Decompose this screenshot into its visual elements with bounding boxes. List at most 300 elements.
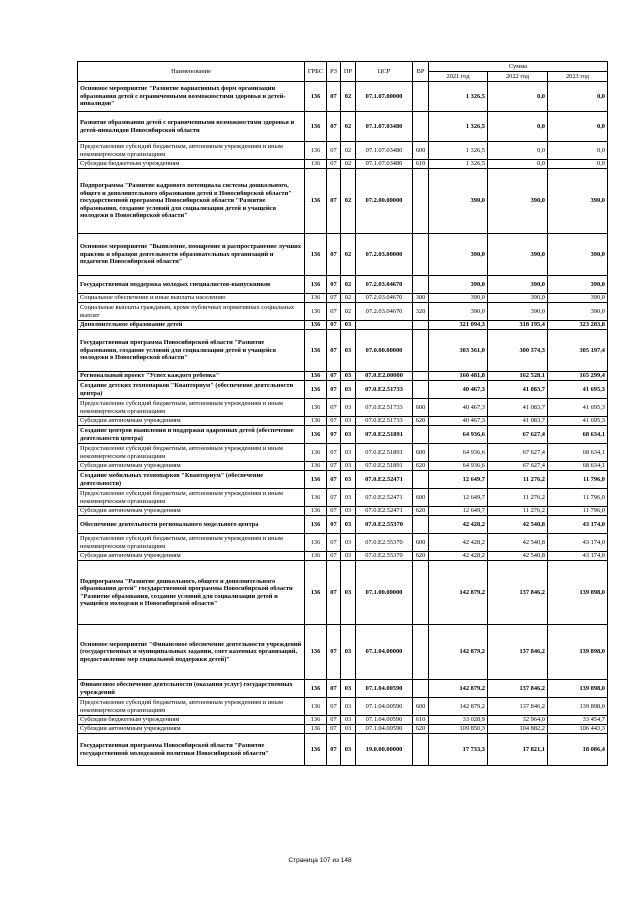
- cell-vr: [413, 734, 429, 766]
- cell-vr: 620: [413, 725, 429, 734]
- cell-2021: 1 326,5: [429, 112, 488, 142]
- cell-vr: [413, 561, 429, 625]
- table-row: [78, 112, 608, 142]
- cell-csr: 07.0.E2.51733: [356, 399, 413, 417]
- cell-pr: 03: [341, 381, 356, 399]
- cell-name: Субсидии бюджетным учреждениям: [78, 160, 305, 169]
- cell-grbs: 136: [305, 552, 327, 561]
- cell-pr: 03: [341, 462, 356, 471]
- cell-2022: 137 846,2: [488, 698, 548, 716]
- cell-name: Создание мобильных технопарков "Кванториум" (обеспечение деятельности): [78, 471, 305, 489]
- cell-rz: 07: [327, 698, 341, 716]
- cell-rz: 07: [327, 471, 341, 489]
- cell-csr: 07.0.E2.51733: [356, 417, 413, 426]
- cell-grbs: 136: [305, 725, 327, 734]
- cell-rz: 07: [327, 294, 341, 303]
- cell-grbs: 136: [305, 160, 327, 169]
- cell-2022: 11 276,2: [488, 471, 548, 489]
- table-row: [78, 725, 608, 734]
- cell-2023: 11 796,0: [548, 507, 608, 516]
- cell-rz: 07: [327, 516, 341, 534]
- cell-pr: 02: [341, 142, 356, 160]
- cell-pr: 02: [341, 169, 356, 234]
- cell-grbs: 136: [305, 561, 327, 625]
- cell-2022: 390,0: [488, 234, 548, 276]
- table-row: [78, 160, 608, 169]
- cell-rz: 07: [327, 552, 341, 561]
- table-row: [78, 417, 608, 426]
- cell-2021: 40 467,3: [429, 399, 488, 417]
- cell-2023: 43 174,0: [548, 552, 608, 561]
- cell-csr: 07.0.E2.55370: [356, 516, 413, 534]
- cell-grbs: 136: [305, 698, 327, 716]
- cell-rz: 07: [327, 489, 341, 507]
- cell-csr: 07.0.E2.55370: [356, 552, 413, 561]
- header-name: Наименование: [78, 62, 305, 82]
- cell-2022: 137 846,2: [488, 625, 548, 680]
- cell-vr: 620: [413, 507, 429, 516]
- cell-pr: 03: [341, 680, 356, 698]
- cell-2022: 11 276,2: [488, 507, 548, 516]
- cell-pr: 03: [341, 734, 356, 766]
- cell-name: Создание центров выявления и поддержки одаренных детей (обеспечение деятельности центра): [78, 426, 305, 444]
- cell-2023: 68 634,1: [548, 462, 608, 471]
- cell-2023: 41 695,3: [548, 417, 608, 426]
- table-row: [78, 82, 608, 112]
- cell-2021: 42 428,2: [429, 552, 488, 561]
- cell-csr: 07.1.07.00000: [356, 82, 413, 112]
- cell-vr: [413, 234, 429, 276]
- cell-name: Государственная поддержка молодых специалистов-выпускников: [78, 276, 305, 294]
- cell-rz: 07: [327, 321, 341, 330]
- header-csr: ЦСР: [356, 62, 413, 82]
- cell-name: Субсидии автономным учреждениям: [78, 507, 305, 516]
- table-row: [78, 234, 608, 276]
- cell-2022: 32 964,0: [488, 716, 548, 725]
- cell-pr: 03: [341, 471, 356, 489]
- cell-vr: 610: [413, 716, 429, 725]
- cell-grbs: 136: [305, 82, 327, 112]
- table-row: [78, 142, 608, 160]
- cell-2022: 41 083,7: [488, 381, 548, 399]
- table-row: [78, 552, 608, 561]
- cell-2021: 40 467,3: [429, 381, 488, 399]
- cell-vr: 610: [413, 160, 429, 169]
- cell-pr: 03: [341, 489, 356, 507]
- cell-rz: 07: [327, 234, 341, 276]
- cell-2022: 11 276,2: [488, 489, 548, 507]
- cell-2023: 139 898,0: [548, 698, 608, 716]
- table-row: [78, 534, 608, 552]
- cell-csr: 07.1.04.00590: [356, 698, 413, 716]
- cell-2023: 18 086,4: [548, 734, 608, 766]
- cell-csr: 07.1.00.00000: [356, 561, 413, 625]
- cell-name: Субсидии автономным учреждениям: [78, 552, 305, 561]
- cell-rz: 07: [327, 444, 341, 462]
- cell-2022: 67 627,4: [488, 462, 548, 471]
- cell-csr: 07.0.00.00000: [356, 330, 413, 372]
- cell-name: Предоставление субсидий бюджетным, автономным учреждениям и иным некоммерческим организациям: [78, 399, 305, 417]
- cell-2023: 33 454,7: [548, 716, 608, 725]
- cell-pr: 03: [341, 725, 356, 734]
- cell-grbs: 136: [305, 381, 327, 399]
- cell-rz: 07: [327, 160, 341, 169]
- cell-grbs: 136: [305, 507, 327, 516]
- cell-2022: 390,0: [488, 303, 548, 321]
- cell-name: Обеспечение деятельности регионального модельного центра: [78, 516, 305, 534]
- header-year-2021: 2021 год: [429, 72, 488, 82]
- cell-grbs: 136: [305, 417, 327, 426]
- cell-2022: 67 627,4: [488, 444, 548, 462]
- cell-rz: 07: [327, 561, 341, 625]
- cell-grbs: 136: [305, 516, 327, 534]
- cell-vr: [413, 372, 429, 381]
- cell-csr: 07.2.03.04670: [356, 276, 413, 294]
- cell-csr: 07.0.E2.52471: [356, 471, 413, 489]
- cell-2021: 42 428,2: [429, 534, 488, 552]
- header-year-2022: 2022 год: [488, 72, 548, 82]
- cell-2023: 390,0: [548, 303, 608, 321]
- cell-vr: [413, 381, 429, 399]
- table-row: [78, 426, 608, 444]
- cell-2023: 139 898,0: [548, 561, 608, 625]
- cell-vr: [413, 426, 429, 444]
- cell-2023: 41 695,3: [548, 381, 608, 399]
- cell-rz: 07: [327, 303, 341, 321]
- cell-vr: 600: [413, 142, 429, 160]
- table-row: [78, 381, 608, 399]
- cell-pr: 02: [341, 82, 356, 112]
- cell-vr: [413, 516, 429, 534]
- cell-2022: 67 627,4: [488, 426, 548, 444]
- header-pr: ПР: [341, 62, 356, 82]
- table-row: [78, 471, 608, 489]
- cell-2023: 11 796,0: [548, 471, 608, 489]
- cell-vr: [413, 471, 429, 489]
- cell-vr: [413, 276, 429, 294]
- cell-vr: [413, 680, 429, 698]
- cell-rz: 07: [327, 417, 341, 426]
- cell-2021: 321 094,3: [429, 321, 488, 330]
- cell-grbs: 136: [305, 534, 327, 552]
- cell-csr: 07.0.E2.51891: [356, 444, 413, 462]
- cell-2021: 64 936,6: [429, 444, 488, 462]
- cell-rz: 07: [327, 507, 341, 516]
- cell-vr: 600: [413, 444, 429, 462]
- cell-2021: 42 428,2: [429, 516, 488, 534]
- header-sum: Сумма: [429, 62, 608, 72]
- cell-rz: 07: [327, 426, 341, 444]
- cell-grbs: 136: [305, 462, 327, 471]
- table-row: [78, 330, 608, 372]
- cell-grbs: 136: [305, 276, 327, 294]
- cell-name: Предоставление субсидий бюджетным, автономным учреждениям и иным некоммерческим организациям: [78, 698, 305, 716]
- cell-2021: 12 649,7: [429, 489, 488, 507]
- cell-vr: 600: [413, 698, 429, 716]
- cell-2021: 12 649,7: [429, 471, 488, 489]
- cell-grbs: 136: [305, 680, 327, 698]
- cell-rz: 07: [327, 330, 341, 372]
- cell-name: Предоставление субсидий бюджетным, автономным учреждениям и иным некоммерческим организациям: [78, 444, 305, 462]
- cell-vr: 600: [413, 489, 429, 507]
- cell-2021: 160 481,8: [429, 372, 488, 381]
- cell-2022: 0,0: [488, 160, 548, 169]
- cell-grbs: 136: [305, 294, 327, 303]
- cell-2021: 142 879,2: [429, 680, 488, 698]
- cell-grbs: 136: [305, 444, 327, 462]
- cell-2023: 390,0: [548, 169, 608, 234]
- cell-2022: 41 083,7: [488, 417, 548, 426]
- cell-grbs: 136: [305, 112, 327, 142]
- cell-pr: 02: [341, 276, 356, 294]
- cell-2023: 390,0: [548, 276, 608, 294]
- cell-csr: 07.2.03.00000: [356, 234, 413, 276]
- cell-grbs: 136: [305, 734, 327, 766]
- cell-csr: 07.0.E2.55370: [356, 534, 413, 552]
- table-row: [78, 489, 608, 507]
- table-row: [78, 462, 608, 471]
- cell-2022: 390,0: [488, 276, 548, 294]
- cell-vr: [413, 625, 429, 680]
- cell-2023: 139 898,0: [548, 680, 608, 698]
- cell-name: Социальные выплаты гражданам, кроме публичных нормативных социальных выплат: [78, 303, 305, 321]
- cell-name: Основное мероприятие "Развитие вариативных форм организации образования детей с ограниченными возможностями здоровья и детей-инвалидов": [78, 82, 305, 112]
- cell-pr: 03: [341, 698, 356, 716]
- table-row: [78, 507, 608, 516]
- cell-grbs: 136: [305, 321, 327, 330]
- cell-2021: 33 028,9: [429, 716, 488, 725]
- cell-csr: 07.2.03.04670: [356, 294, 413, 303]
- table-row: [78, 303, 608, 321]
- cell-name: Субсидии автономным учреждениям: [78, 417, 305, 426]
- cell-2023: 43 174,0: [548, 534, 608, 552]
- cell-csr: 07.2.03.04670: [356, 303, 413, 321]
- cell-vr: [413, 82, 429, 112]
- cell-2021: 390,0: [429, 234, 488, 276]
- table-row: [78, 516, 608, 534]
- header-vr: ВР: [413, 62, 429, 82]
- header-grbs: ГРБС: [305, 62, 327, 82]
- cell-csr: 07.1.04.00590: [356, 680, 413, 698]
- cell-csr: 07.1.04.00590: [356, 716, 413, 725]
- cell-csr: 19.0.00.00000: [356, 734, 413, 766]
- cell-2022: 0,0: [488, 142, 548, 160]
- cell-vr: [413, 169, 429, 234]
- cell-pr: 03: [341, 625, 356, 680]
- cell-name: Предоставление субсидий бюджетным, автономным учреждениям и иным некоммерческим организациям: [78, 534, 305, 552]
- cell-name: Социальное обеспечение и иные выплаты населению: [78, 294, 305, 303]
- cell-csr: 07.1.04.00000: [356, 625, 413, 680]
- cell-rz: 07: [327, 734, 341, 766]
- header-rz: РЗ: [327, 62, 341, 82]
- table-body: [78, 82, 608, 766]
- cell-name: Дополнительное образование детей: [78, 321, 305, 330]
- cell-name: Основное мероприятие "Выявление, поощрение и распространение лучших практик и образцов деятельности образовательных организаций и педагогов Новосибирской области": [78, 234, 305, 276]
- cell-pr: 03: [341, 417, 356, 426]
- cell-name: Предоставление субсидий бюджетным, автономным учреждениям и иным некоммерческим организациям: [78, 489, 305, 507]
- cell-grbs: 136: [305, 234, 327, 276]
- cell-rz: 07: [327, 82, 341, 112]
- cell-2022: 17 821,1: [488, 734, 548, 766]
- cell-csr: 07.0.E2.51733: [356, 381, 413, 399]
- cell-pr: 02: [341, 234, 356, 276]
- cell-2021: 40 467,3: [429, 417, 488, 426]
- cell-name: Субсидии автономным учреждениям: [78, 725, 305, 734]
- cell-2022: 104 882,2: [488, 725, 548, 734]
- cell-pr: 03: [341, 330, 356, 372]
- header-row-top: [78, 62, 608, 72]
- cell-name: Региональный проект "Успех каждого ребенка": [78, 372, 305, 381]
- cell-2023: 305 197,4: [548, 330, 608, 372]
- table-row: [78, 698, 608, 716]
- cell-pr: 03: [341, 716, 356, 725]
- cell-2023: 323 283,8: [548, 321, 608, 330]
- cell-csr: 07.0.E2.00000: [356, 372, 413, 381]
- cell-2021: 142 879,2: [429, 625, 488, 680]
- cell-pr: 03: [341, 534, 356, 552]
- table-row: [78, 169, 608, 234]
- cell-rz: 07: [327, 142, 341, 160]
- budget-table: [77, 61, 608, 766]
- cell-name: Основное мероприятие "Финансовое обеспечение деятельности учреждений (государственных и муниципальных задании, смет казенных организаций, предоставление мер социальной поддержки детей)": [78, 625, 305, 680]
- table-row: [78, 321, 608, 330]
- cell-grbs: 136: [305, 399, 327, 417]
- cell-2023: 0,0: [548, 142, 608, 160]
- cell-2023: 0,0: [548, 82, 608, 112]
- cell-grbs: 136: [305, 471, 327, 489]
- table-row: [78, 444, 608, 462]
- cell-csr: 07.0.E2.51891: [356, 462, 413, 471]
- cell-grbs: 136: [305, 426, 327, 444]
- table-row: [78, 734, 608, 766]
- table-row: [78, 680, 608, 698]
- cell-name: Предоставление субсидий бюджетным, автономным учреждениям и иным некоммерческим организациям: [78, 142, 305, 160]
- cell-vr: 600: [413, 399, 429, 417]
- cell-2023: 68 634,1: [548, 426, 608, 444]
- cell-2022: 390,0: [488, 294, 548, 303]
- cell-2022: 162 528,1: [488, 372, 548, 381]
- cell-pr: 03: [341, 507, 356, 516]
- cell-grbs: 136: [305, 716, 327, 725]
- header-year-2023: 2023 год: [548, 72, 608, 82]
- page-footer: Страница 107 из 148: [288, 857, 352, 864]
- cell-pr: 03: [341, 444, 356, 462]
- cell-vr: 600: [413, 534, 429, 552]
- cell-2021: 64 936,6: [429, 426, 488, 444]
- cell-pr: 03: [341, 399, 356, 417]
- cell-csr: 07.0.E2.52471: [356, 489, 413, 507]
- cell-rz: 07: [327, 381, 341, 399]
- table-row: [78, 276, 608, 294]
- cell-grbs: 136: [305, 142, 327, 160]
- cell-grbs: 136: [305, 169, 327, 234]
- cell-name: Субсидии автономным учреждениям: [78, 462, 305, 471]
- cell-rz: 07: [327, 372, 341, 381]
- cell-2021: 390,0: [429, 303, 488, 321]
- cell-2023: 165 299,4: [548, 372, 608, 381]
- cell-rz: 07: [327, 725, 341, 734]
- cell-pr: 02: [341, 303, 356, 321]
- cell-2023: 43 174,0: [548, 516, 608, 534]
- cell-rz: 07: [327, 276, 341, 294]
- cell-pr: 03: [341, 516, 356, 534]
- cell-2021: 1 326,5: [429, 142, 488, 160]
- cell-pr: 02: [341, 112, 356, 142]
- cell-2021: 390,0: [429, 169, 488, 234]
- cell-2023: 41 695,3: [548, 399, 608, 417]
- cell-2021: 17 733,3: [429, 734, 488, 766]
- cell-2022: 390,0: [488, 169, 548, 234]
- cell-2021: 303 361,0: [429, 330, 488, 372]
- cell-csr: 07.0.E2.51891: [356, 426, 413, 444]
- cell-2021: 64 936,6: [429, 462, 488, 471]
- cell-2021: 1 326,5: [429, 82, 488, 112]
- cell-csr: [356, 321, 413, 330]
- cell-2023: 390,0: [548, 234, 608, 276]
- cell-csr: 07.1.07.03480: [356, 160, 413, 169]
- cell-2022: 42 540,8: [488, 516, 548, 534]
- cell-pr: 03: [341, 321, 356, 330]
- cell-pr: 03: [341, 552, 356, 561]
- cell-2022: 41 083,7: [488, 399, 548, 417]
- cell-2023: 106 443,3: [548, 725, 608, 734]
- cell-rz: 07: [327, 716, 341, 725]
- cell-grbs: 136: [305, 489, 327, 507]
- table-row: [78, 561, 608, 625]
- cell-grbs: 136: [305, 303, 327, 321]
- table-row: [78, 372, 608, 381]
- cell-grbs: 136: [305, 625, 327, 680]
- table-row: [78, 399, 608, 417]
- table-row: [78, 716, 608, 725]
- cell-vr: 620: [413, 462, 429, 471]
- cell-csr: 07.1.07.03480: [356, 112, 413, 142]
- cell-vr: [413, 321, 429, 330]
- cell-rz: 07: [327, 112, 341, 142]
- cell-rz: 07: [327, 169, 341, 234]
- cell-2021: 1 326,5: [429, 160, 488, 169]
- cell-2022: 318 195,4: [488, 321, 548, 330]
- cell-2022: 42 540,8: [488, 534, 548, 552]
- cell-2022: 137 846,2: [488, 680, 548, 698]
- cell-rz: 07: [327, 399, 341, 417]
- cell-vr: [413, 112, 429, 142]
- cell-vr: 300: [413, 294, 429, 303]
- cell-csr: 07.0.E2.52471: [356, 507, 413, 516]
- cell-name: Создание детских технопарков "Кванториум" (обеспечение деятельности центра): [78, 381, 305, 399]
- cell-name: Развитие образования детей с ограниченными возможностями здоровья и детей-инвалидов Новосибирской области: [78, 112, 305, 142]
- cell-2021: 109 850,3: [429, 725, 488, 734]
- cell-2023: 390,0: [548, 294, 608, 303]
- cell-rz: 07: [327, 462, 341, 471]
- cell-2022: 42 540,8: [488, 552, 548, 561]
- cell-2021: 390,0: [429, 276, 488, 294]
- cell-rz: 07: [327, 680, 341, 698]
- cell-2022: 300 374,3: [488, 330, 548, 372]
- cell-2022: 0,0: [488, 112, 548, 142]
- cell-csr: 07.2.00.00000: [356, 169, 413, 234]
- cell-2023: 0,0: [548, 112, 608, 142]
- cell-grbs: 136: [305, 372, 327, 381]
- cell-name: Государственная программа Новосибирской области "Развитие образования, создание условий для социализации детей и учащейся молодежи в Новосибирской области": [78, 330, 305, 372]
- cell-csr: 07.1.04.00590: [356, 725, 413, 734]
- cell-2021: 390,0: [429, 294, 488, 303]
- cell-name: Подпрограмма "Развитие дошкольного, общего и дополнительного образования детей" государственной программы Новосибирской области "Развитие образования, создание условий для социализации детей и учащейся молодежи в Новосибирской области": [78, 561, 305, 625]
- cell-2021: 12 649,7: [429, 507, 488, 516]
- cell-vr: 620: [413, 552, 429, 561]
- cell-2021: 142 879,2: [429, 698, 488, 716]
- cell-rz: 07: [327, 534, 341, 552]
